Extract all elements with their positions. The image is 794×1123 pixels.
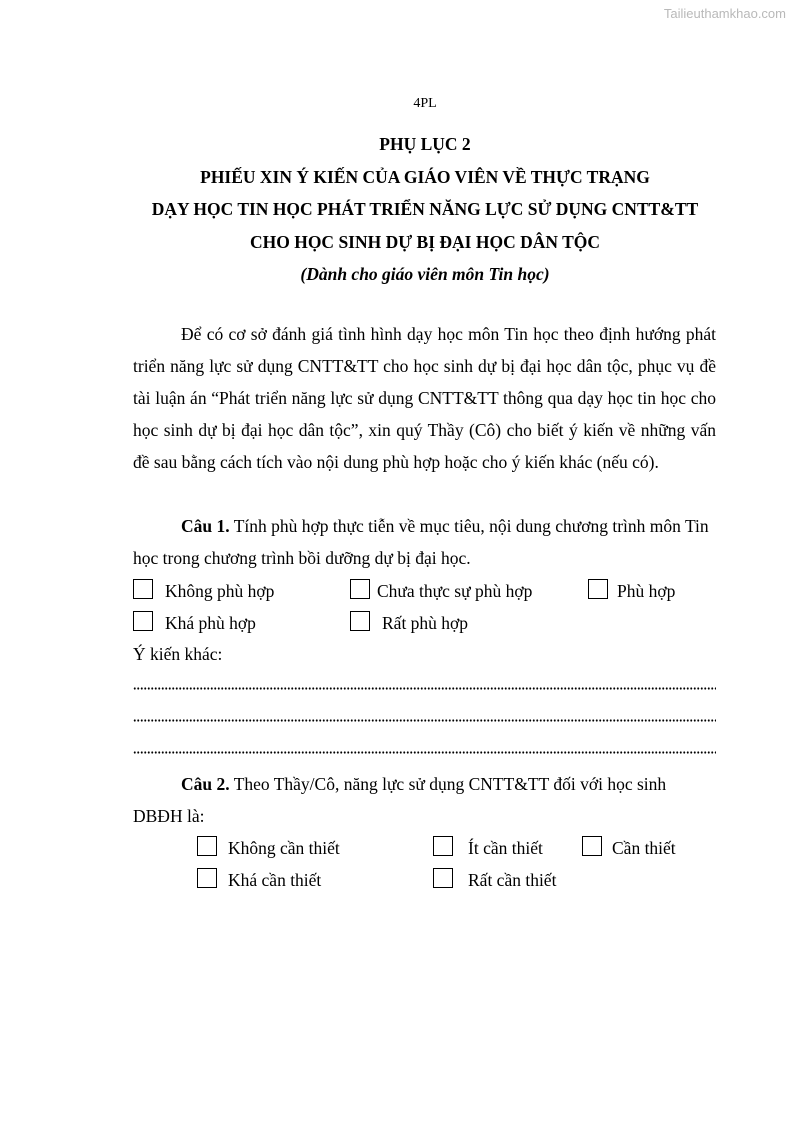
checkbox[interactable] xyxy=(588,579,608,599)
answer-line-2[interactable] xyxy=(133,715,716,725)
q2-option-label: Khá cần thiết xyxy=(228,870,322,890)
q1-option-label: Rất phù hợp xyxy=(382,613,469,633)
question-1-text xyxy=(133,510,716,574)
q1-option-label: Chưa thực sự phù hợp xyxy=(377,581,533,601)
question-2 xyxy=(133,768,716,832)
checkbox[interactable] xyxy=(133,611,153,631)
q2-option-label: Cần thiết xyxy=(612,838,676,858)
q1-option-label: Phù hợp xyxy=(617,581,676,601)
intro-paragraph xyxy=(133,318,716,478)
checkbox[interactable] xyxy=(433,868,453,888)
checkbox[interactable] xyxy=(133,579,153,599)
watermark: Tailieuthamkhao.com xyxy=(663,6,786,21)
question-1 xyxy=(133,510,716,574)
question-2-prompt: Theo Thầy/Cô, năng lực sử dụng CNTT&TT đối với học sinh DBĐH là: xyxy=(133,774,667,826)
checkbox[interactable] xyxy=(433,836,453,856)
q1-option-label: Khá phù hợp xyxy=(165,613,256,633)
question-2-label: Câu 2. xyxy=(181,774,230,794)
answer-line-3[interactable] xyxy=(133,747,716,757)
q2-option-label: Ít cần thiết xyxy=(468,838,543,858)
appendix-title: PHỤ LỤC 2 xyxy=(379,134,471,154)
answer-line-1[interactable] xyxy=(133,683,716,693)
question-1-prompt: Tính phù hợp thực tiễn về mục tiêu, nội dung chương trình môn Tin học trong chương trình bồi dưỡng dự bị đại học. xyxy=(133,516,709,568)
survey-title-line-3: CHO HỌC SINH DỰ BỊ ĐẠI HỌC DÂN TỘC xyxy=(249,231,601,252)
other-opinion-label: Ý kiến khác: xyxy=(133,644,223,664)
survey-subtitle: (Dành cho giáo viên môn Tin học) xyxy=(300,264,550,284)
checkbox[interactable] xyxy=(350,579,370,599)
checkbox[interactable] xyxy=(582,836,602,856)
checkbox[interactable] xyxy=(350,611,370,631)
page-number: 4PL xyxy=(413,96,437,111)
title-block xyxy=(0,132,794,286)
checkbox[interactable] xyxy=(197,836,217,856)
q1-option-label: Không phù hợp xyxy=(165,581,275,601)
intro-text: Để có cơ sở đánh giá tình hình dạy học môn Tin học theo định hướng phát triển năng lực sử dụng CNTT&TT cho học sinh dự bị đại học dân tộc, phục vụ đề tài luận án “Phát triển năng lực sử dụng CNTT&TT thông qua dạy học tin học cho học sinh dự bị đại học dân tộc”, xin quý Thầy (Cô) cho biết ý kiến về những vấn đề sau bằng cách tích vào nội dung phù hợp hoặc cho ý kiến khác (nếu có). xyxy=(133,324,716,472)
q2-option-label: Rất cần thiết xyxy=(468,870,557,890)
question-1-label: Câu 1. xyxy=(181,516,230,536)
survey-title-line-2: DẠY HỌC TIN HỌC PHÁT TRIỂN NĂNG LỰC SỬ DỤNG CNTT&TT xyxy=(151,199,699,219)
q2-option-label: Không cần thiết xyxy=(228,838,340,858)
checkbox[interactable] xyxy=(197,868,217,888)
question-2-text xyxy=(133,768,716,832)
survey-title-line-1: PHIẾU XIN Ý KIẾN CỦA GIÁO VIÊN VỀ THỰC TRẠNG xyxy=(200,166,650,187)
